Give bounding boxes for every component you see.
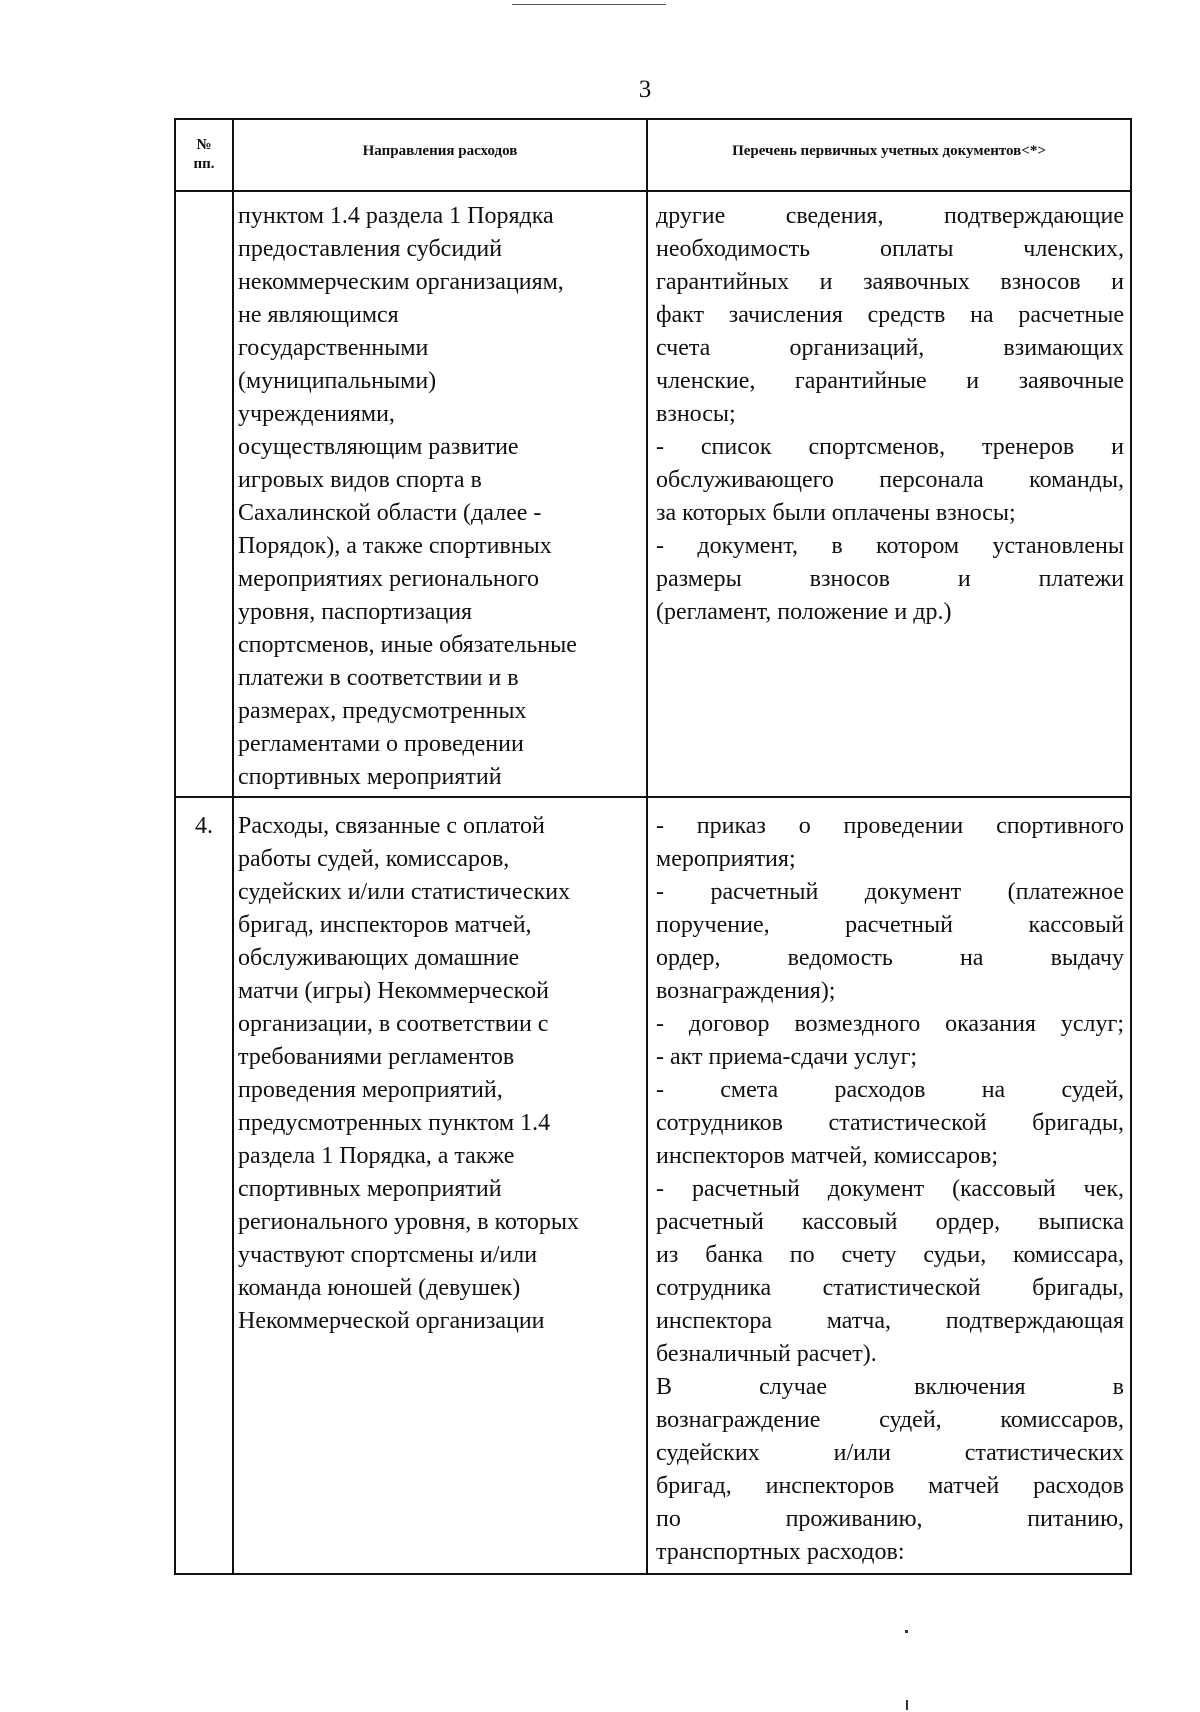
cell-text-line: Расходы, связанные с оплатой bbox=[238, 813, 545, 839]
cell-text-line: матчи (игры) Некоммерческой bbox=[238, 978, 549, 1004]
cell-text-line: не являющимся bbox=[238, 302, 399, 328]
cell-text-line: инспектора матча, подтверждающая bbox=[656, 1308, 1124, 1334]
cell-text-line: вознаграждения); bbox=[656, 978, 836, 1004]
top-rule bbox=[512, 4, 666, 5]
cell-text-line: вознаграждение судей, комиссаров, bbox=[656, 1407, 1124, 1433]
cell-text-line: регионального уровня, в которых bbox=[238, 1209, 580, 1235]
table-border-right bbox=[1130, 118, 1132, 1575]
cell-text-line: - приказ о проведении спортивного bbox=[656, 813, 1124, 839]
cell-text-line: мероприятия; bbox=[656, 846, 796, 872]
cell-text-line: по проживанию, питанию, bbox=[656, 1506, 1124, 1532]
cell-text-line: размерах, предусмотренных bbox=[238, 698, 527, 724]
scan-speck bbox=[905, 1630, 908, 1633]
cell-text-line: - список спортсменов, тренеров и bbox=[656, 434, 1124, 460]
expenses-table bbox=[174, 118, 1132, 1575]
table-border-bottom bbox=[174, 1573, 1132, 1575]
cell-text-line: членские, гарантийные и заявочные bbox=[656, 368, 1124, 394]
cell-text-line: - документ, в котором установлены bbox=[656, 533, 1124, 559]
cell-text-line: судейских и/или статистических bbox=[238, 879, 571, 905]
table-divider-num bbox=[232, 118, 234, 1575]
header-number: № пп. bbox=[193, 137, 215, 172]
cell-text-line: факт зачисления средств на расчетные bbox=[656, 302, 1124, 328]
cell-text-line: спортсменов, иные обязательные bbox=[238, 632, 577, 658]
scan-speck bbox=[906, 1700, 908, 1710]
directions-cell bbox=[238, 810, 642, 1338]
cell-text-line: транспортных расходов: bbox=[656, 1539, 905, 1565]
cell-text-line: Сахалинской области (далее - bbox=[238, 500, 542, 526]
cell-text-line: размеры взносов и платежи bbox=[656, 566, 1124, 592]
cell-text-line: счета организаций, взимающих bbox=[656, 335, 1124, 361]
cell-text-line: - договор возмездного оказания услуг; bbox=[656, 1011, 1124, 1037]
cell-text-line: бригад, инспекторов матчей расходов bbox=[656, 1473, 1124, 1499]
cell-text-line: В случае включения в bbox=[656, 1374, 1124, 1400]
cell-text-line: обслуживающего персонала команды, bbox=[656, 467, 1124, 493]
header-directions: Направления расходов bbox=[362, 142, 518, 159]
cell-text-line: предусмотренных пунктом 1.4 bbox=[238, 1110, 551, 1136]
cell-text-line: (муниципальными) bbox=[238, 368, 437, 394]
cell-text-line: учреждениями, bbox=[238, 401, 395, 427]
directions-cell bbox=[238, 200, 642, 794]
cell-text-line: осуществляющим развитие bbox=[238, 434, 519, 460]
header-divider bbox=[174, 190, 1132, 192]
cell-text-line: участвуют спортсмены и/или bbox=[238, 1242, 538, 1268]
cell-text-line: обслуживающих домашние bbox=[238, 945, 520, 971]
cell-text-line: некоммерческим организациям, bbox=[238, 269, 564, 295]
cell-text-line: расчетный кассовый ордер, выписка bbox=[656, 1209, 1124, 1235]
cell-text-line: - расчетный документ (кассовый чек, bbox=[656, 1176, 1124, 1202]
cell-text-line: безналичный расчет). bbox=[656, 1341, 877, 1367]
cell-text-line: взносы; bbox=[656, 401, 736, 427]
cell-text-line: - акт приема-сдачи услуг; bbox=[656, 1044, 918, 1070]
cell-text-line: необходимость оплаты членских, bbox=[656, 236, 1124, 262]
cell-text-line: предоставления субсидий bbox=[238, 236, 503, 262]
cell-text-line: (регламент, положение и др.) bbox=[656, 599, 952, 625]
cell-text-line: - смета расходов на судей, bbox=[656, 1077, 1124, 1103]
cell-text-line: спортивных мероприятий bbox=[238, 1176, 502, 1202]
cell-text-line: судейских и/или статистических bbox=[656, 1440, 1124, 1466]
cell-text-line: инспекторов матчей, комиссаров; bbox=[656, 1143, 999, 1169]
header-documents: Перечень первичных учетных документов<*> bbox=[732, 142, 1046, 159]
cell-text-line: сотрудников статистической бригады, bbox=[656, 1110, 1124, 1136]
cell-text-line: раздела 1 Порядка, а также bbox=[238, 1143, 515, 1169]
cell-text-line: платежи в соответствии и в bbox=[238, 665, 519, 691]
cell-text-line: - расчетный документ (платежное bbox=[656, 879, 1124, 905]
cell-text-line: ордер, ведомость на выдачу bbox=[656, 945, 1124, 971]
cell-text-line: за которых были оплачены взносы; bbox=[656, 500, 1016, 526]
table-divider-docs bbox=[646, 118, 648, 1575]
cell-text-line: сотрудника статистической бригады, bbox=[656, 1275, 1124, 1301]
cell-text-line: организации, в соответствии с bbox=[238, 1011, 549, 1037]
row-number: 4. bbox=[195, 813, 213, 839]
cell-text-line: требованиями регламентов bbox=[238, 1044, 515, 1070]
cell-text-line: поручение, расчетный кассовый bbox=[656, 912, 1124, 938]
cell-text-line: государственными bbox=[238, 335, 429, 361]
table-border-left bbox=[174, 118, 176, 1575]
page-number: 3 bbox=[638, 76, 652, 103]
cell-text-line: уровня, паспортизация bbox=[238, 599, 473, 625]
cell-text-line: мероприятиях регионального bbox=[238, 566, 539, 592]
cell-text-line: другие сведения, подтверждающие bbox=[656, 203, 1124, 229]
cell-text-line: игровых видов спорта в bbox=[238, 467, 482, 493]
cell-text-line: работы судей, комиссаров, bbox=[238, 846, 510, 872]
cell-text-line: из банка по счету судьи, комиссара, bbox=[656, 1242, 1124, 1268]
cell-text-line: регламентами о проведении bbox=[238, 731, 524, 757]
cell-text-line: пунктом 1.4 раздела 1 Порядка bbox=[238, 203, 554, 229]
cell-text-line: бригад, инспекторов матчей, bbox=[238, 912, 532, 938]
cell-text-line: команда юношей (девушек) bbox=[238, 1275, 521, 1301]
documents-cell bbox=[656, 810, 1124, 1569]
cell-text-line: Порядок), а также спортивных bbox=[238, 533, 552, 559]
cell-text-line: Некоммерческой организации bbox=[238, 1308, 545, 1334]
cell-text-line: гарантийных и заявочных взносов и bbox=[656, 269, 1124, 295]
cell-text-line: спортивных мероприятий bbox=[238, 764, 502, 790]
documents-cell bbox=[656, 200, 1124, 629]
cell-text-line: проведения мероприятий, bbox=[238, 1077, 503, 1103]
row-divider bbox=[174, 796, 1132, 798]
